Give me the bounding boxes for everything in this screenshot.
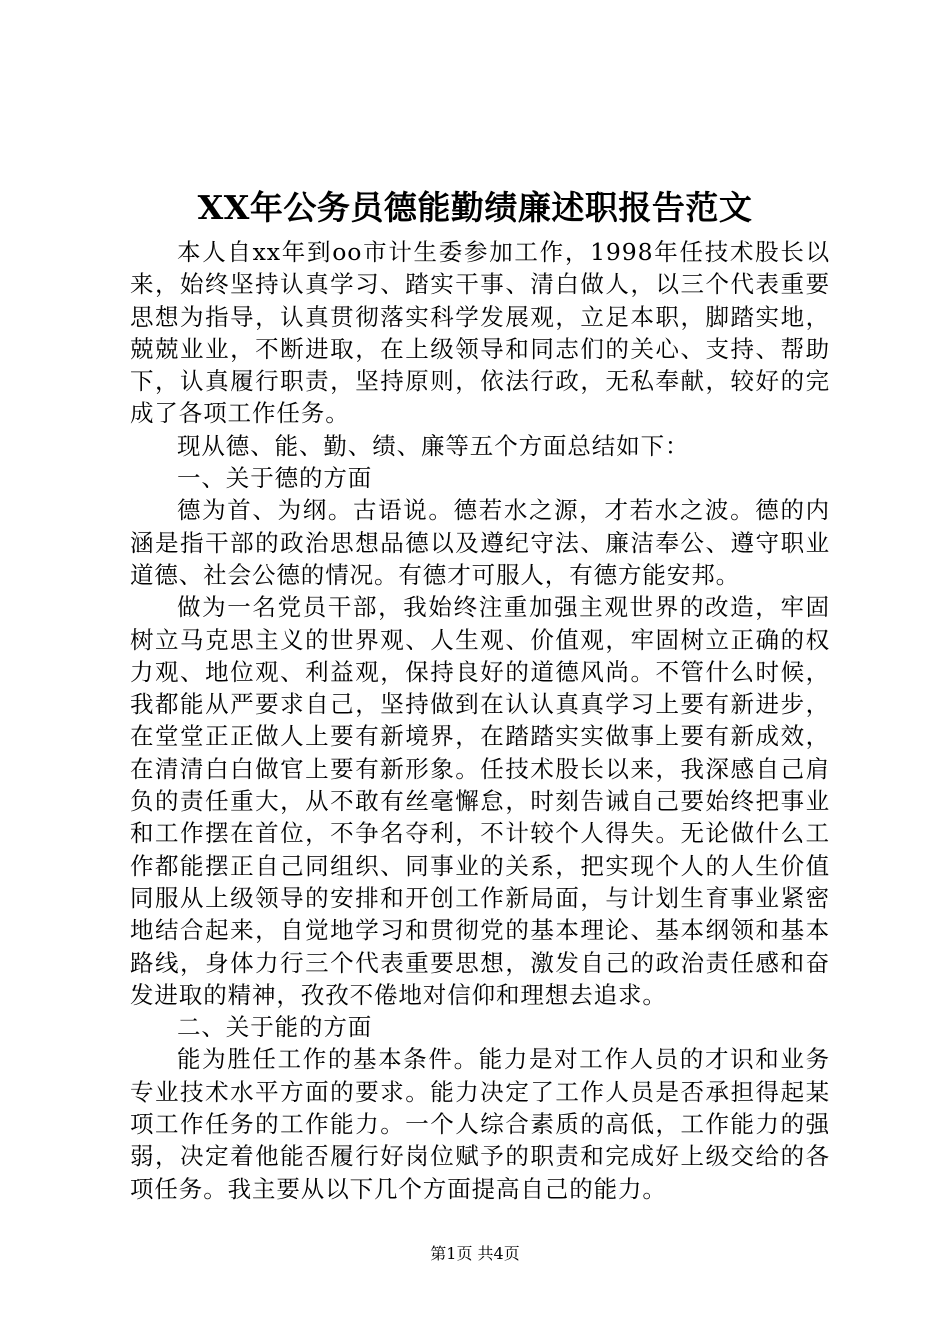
paragraph-intro: 本人自xx年到oo市计生委参加工作，1998年任技术股长以来，始终坚持认真学习、踏实干事、清白做人，以三个代表重要思想为指导，认真贯彻落实科学发展观，立足本职，脚踏实地，兢兢业业，不断进取，在上级领导和同志们的关心、支持、帮助下，认真履行职责，坚持原则，依法行政，无私奉献，较好的完成了各项工作任务。: [130, 238, 830, 428]
document-body: [130, 236, 830, 1205]
paragraph-summary-lead: 现从德、能、勤、绩、廉等五个方面总结如下：: [177, 431, 690, 460]
document-title: XX年公务员德能勤绩廉述职报告范文: [197, 188, 753, 227]
paragraph-de-detail: 做为一名党员干部，我始终注重加强主观世界的改造，牢固树立马克思主义的世界观、人生观、价值观，牢固树立正确的权力观、地位观、利益观，保持良好的道德风尚。不管什么时候，我都能从严要求自己，坚持做到在认认真真学习上要有新进步，在堂堂正正做人上要有新境界，在踏踏实实做事上要有新成效，在清清白白做官上要有新形象。任技术股长以来，我深感自己肩负的责任重大，从不敢有丝毫懈怠，时刻告诫自己要始终把事业和工作摆在首位，不争名夺利，不计较个人得失。无论做什么工作都能摆正自己同组织、同事业的关系，把实现个人的人生价值同服从上级领导的安排和开创工作新局面，与计划生育事业紧密地结合起来，自觉地学习和贯彻党的基本理论、基本纲领和基本路线，身体力行三个代表重要思想，激发自己的政治责任感和奋发进取的精神，孜孜不倦地对信仰和理想去追求。: [130, 593, 830, 1009]
paragraph-de-definition: 德为首、为纲。古语说。德若水之源，才若水之波。德的内涵是指干部的政治思想品德以及遵纪守法、廉洁奉公、遵守职业道德、社会公德的情况。有德才可服人，有德方能安邦。: [130, 496, 830, 589]
section-heading-de: 一、关于德的方面: [177, 464, 373, 493]
page-footer: 第1页 共4页: [430, 1244, 520, 1263]
section-heading-neng: 二、关于能的方面: [177, 1013, 373, 1042]
paragraph-neng-definition: 能为胜任工作的基本条件。能力是对工作人员的才识和业务专业技术水平方面的要求。能力决定了工作人员是否承担得起某项工作任务的工作能力。一个人综合素质的高低，工作能力的强弱，决定着他能否履行好岗位赋予的职责和完成好上级交给的各项任务。我主要从以下几个方面提高自己的能力。: [130, 1045, 830, 1203]
